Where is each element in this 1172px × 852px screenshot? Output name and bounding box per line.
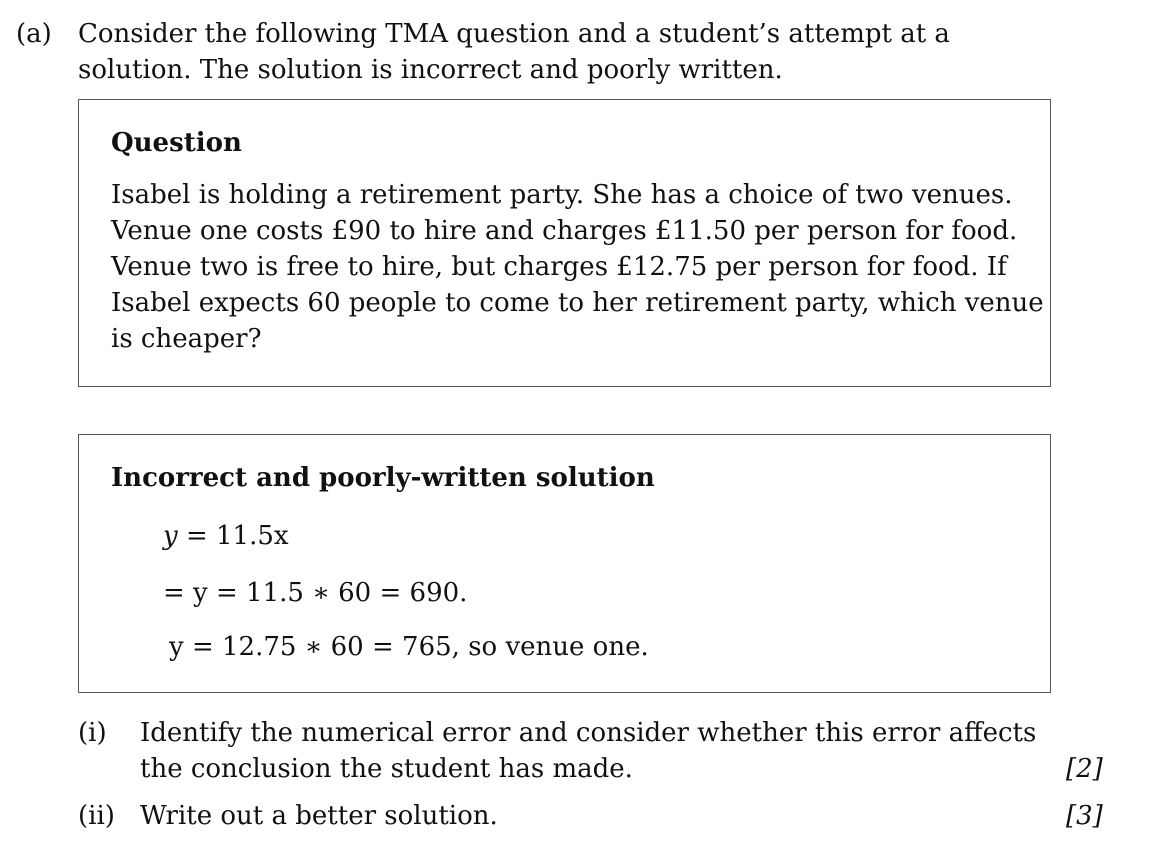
solution-equation-1 bbox=[163, 521, 289, 551]
part-ii-marks: [3] bbox=[1066, 801, 1103, 831]
part-ii-label: (ii) bbox=[78, 801, 115, 831]
question-line: Isabel expects 60 people to come to her retirement party, which venue bbox=[111, 288, 1044, 318]
question-line: Venue two is free to hire, but charges £12.75 per person for food. If bbox=[111, 252, 1007, 282]
part-i-line-2: the conclusion the student has made. bbox=[140, 754, 633, 784]
intro-line-2: solution. The solution is incorrect and poorly written. bbox=[78, 55, 783, 85]
part-i-label: (i) bbox=[78, 718, 107, 748]
variable-y: y bbox=[163, 521, 178, 551]
question-line: Isabel is holding a retirement party. She has a choice of two venues. bbox=[111, 180, 1013, 210]
intro-line-1: Consider the following TMA question and a student’s attempt at a bbox=[78, 19, 950, 49]
part-i-line-1: Identify the numerical error and consider whether this error affects bbox=[140, 718, 1037, 748]
question-title: Question bbox=[111, 128, 242, 158]
question-box bbox=[78, 99, 1051, 387]
question-line: is cheaper? bbox=[111, 324, 262, 354]
solution-title: Incorrect and poorly-written solution bbox=[111, 463, 655, 493]
part-i-marks: [2] bbox=[1066, 754, 1103, 784]
solution-equation-3: y = 12.75 ∗ 60 = 765, so venue one. bbox=[169, 632, 649, 662]
question-line: Venue one costs £90 to hire and charges £11.50 per person for food. bbox=[111, 216, 1018, 246]
solution-box bbox=[78, 434, 1051, 693]
part-a-label: (a) bbox=[16, 19, 52, 49]
equation-rhs: = 11.5x bbox=[185, 521, 289, 551]
solution-equation-2: = y = 11.5 ∗ 60 = 690. bbox=[163, 578, 468, 608]
part-ii-line-1: Write out a better solution. bbox=[140, 801, 498, 831]
